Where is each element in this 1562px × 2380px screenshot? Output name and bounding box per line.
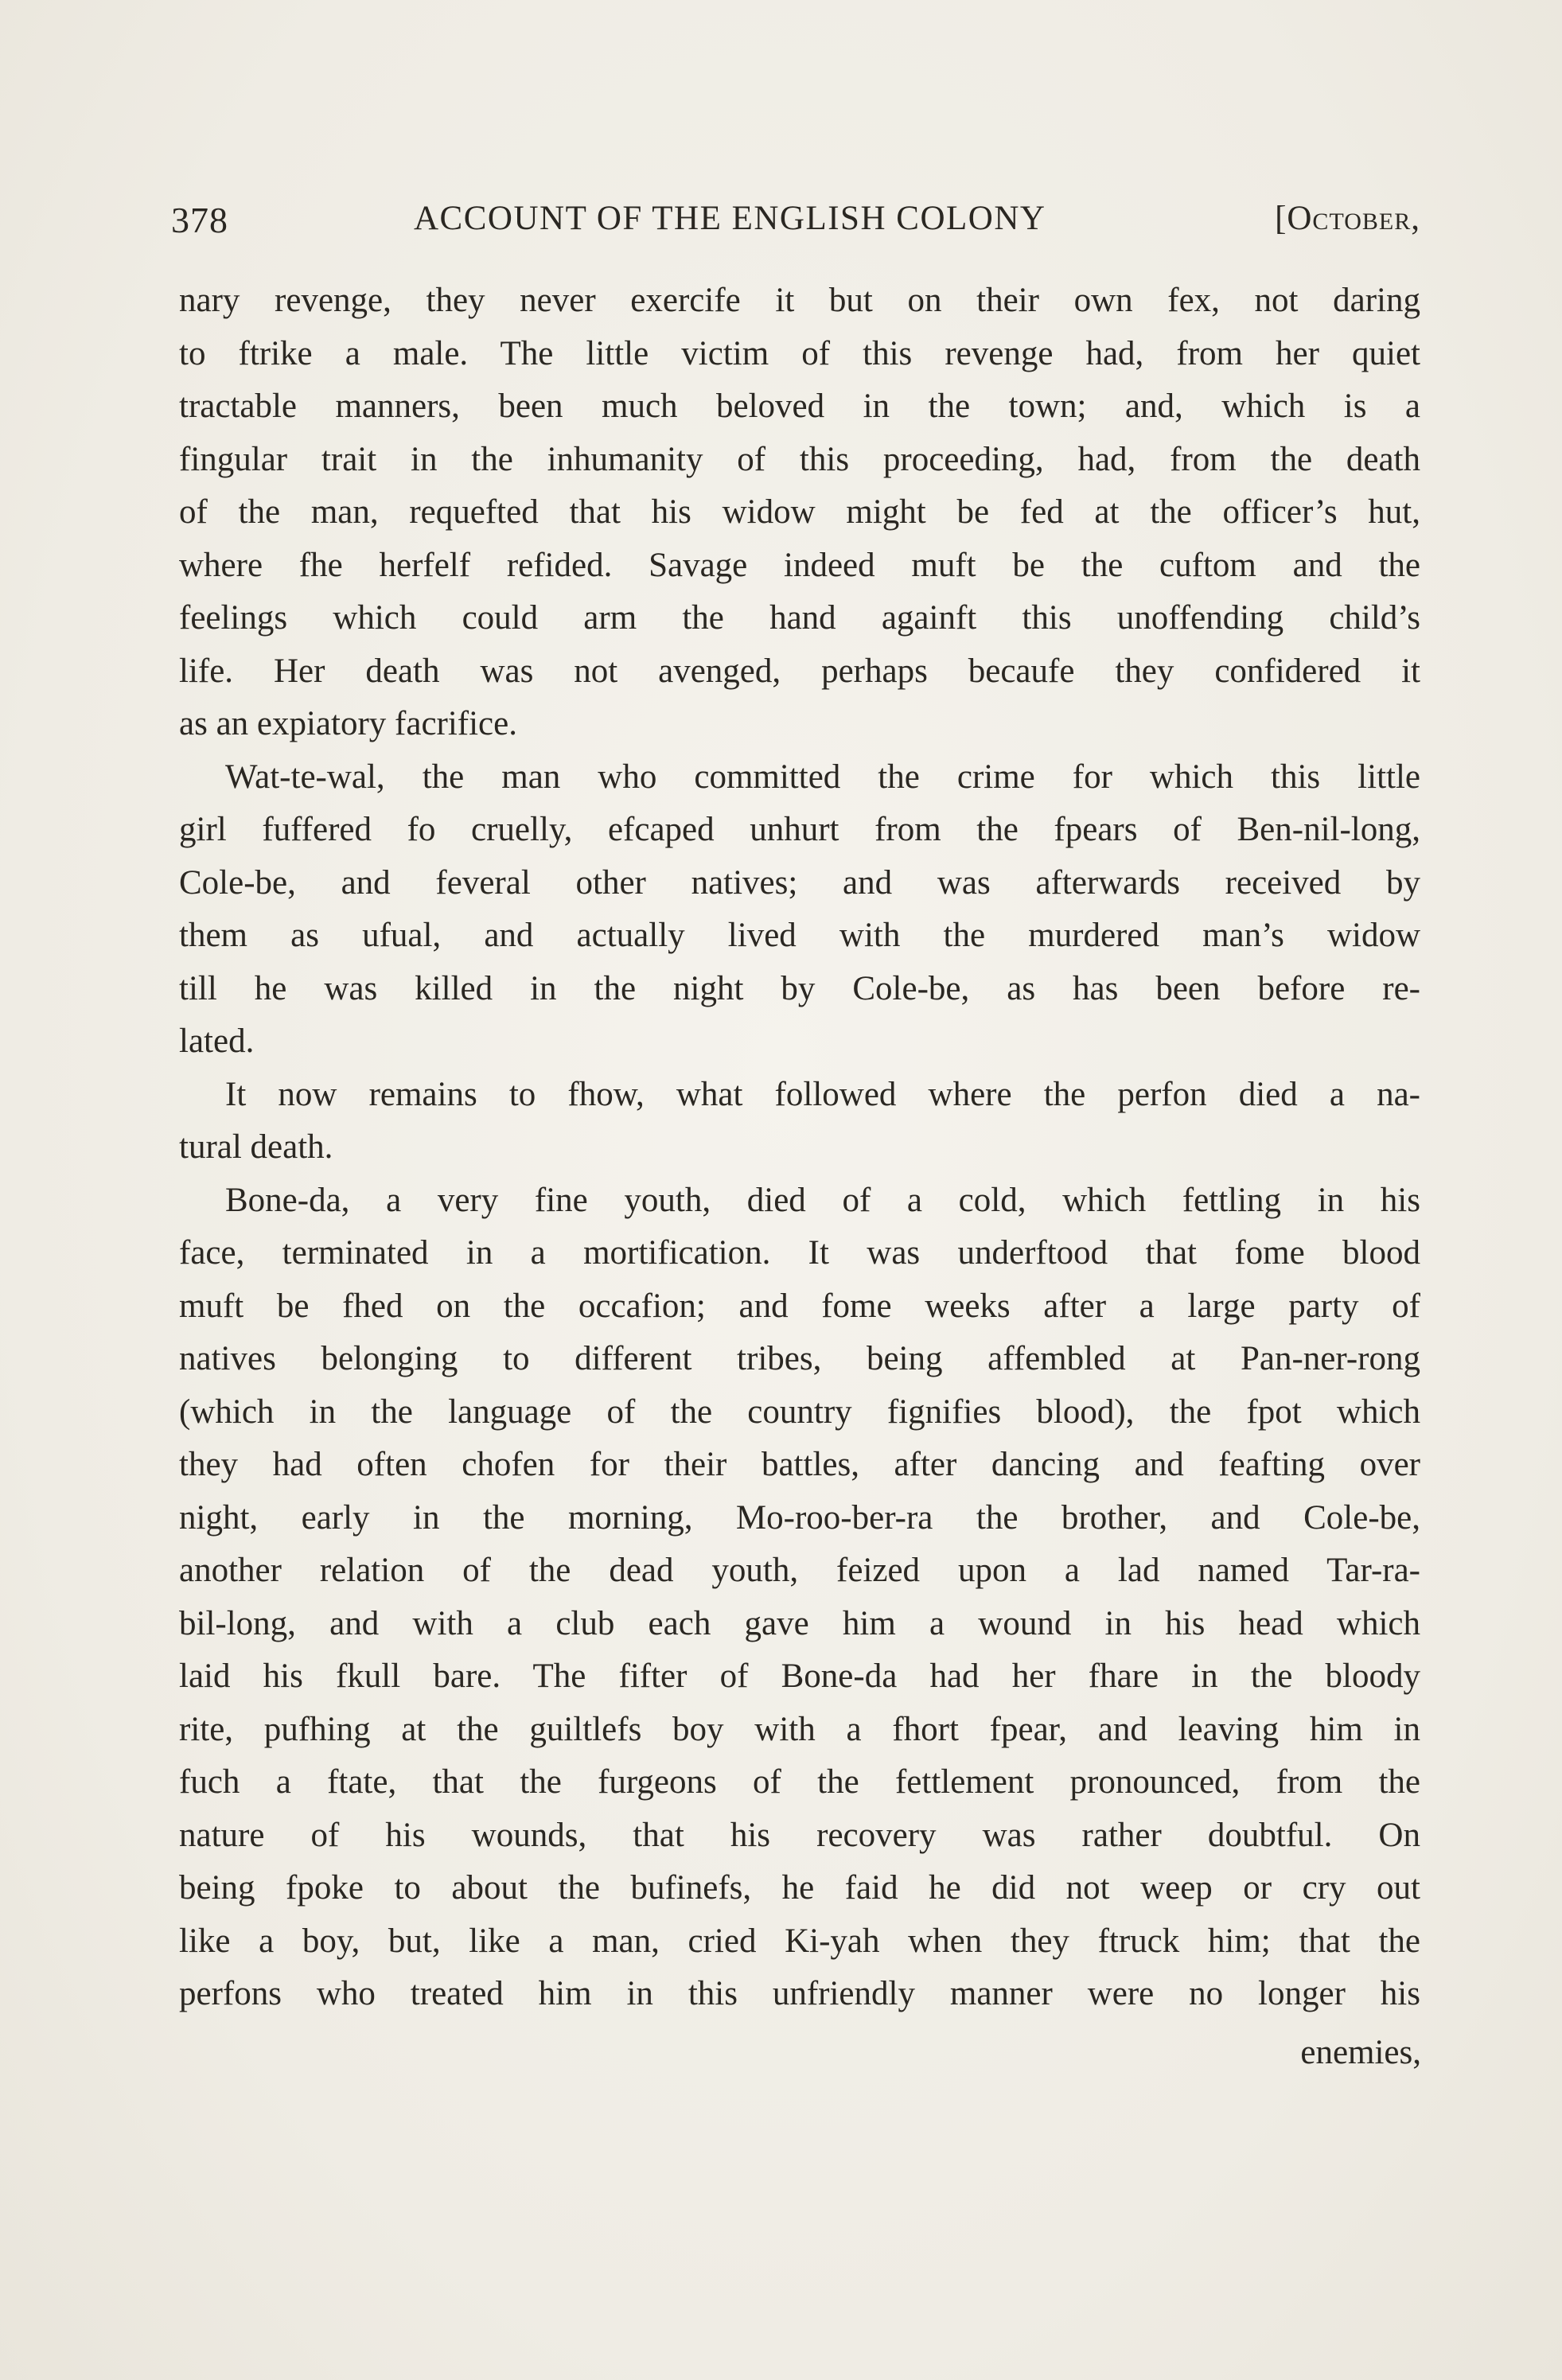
text-line: them as ufual, and actually lived with the murdered man’s widow xyxy=(179,917,1420,954)
text-line: bil-long, and with a club each gave him a wound in his head which xyxy=(179,1604,1420,1642)
text-line: girl fuffered fo cruelly, efcaped unhurt from the fpears of Ben-nil-long, xyxy=(179,811,1420,848)
text-line: feelings which could arm the hand againft this unoffending child’s xyxy=(179,599,1420,637)
text-line: life. Her death was not avenged, perhaps becaufe they confidered it xyxy=(179,652,1420,690)
running-header xyxy=(171,191,1420,247)
page-number: 378 xyxy=(171,200,228,240)
text-line: Wat-te-wal, the man who committed the crime for which this little xyxy=(225,758,1420,796)
running-month: [October, xyxy=(1275,200,1420,237)
catchword: enemies, xyxy=(1300,2034,1421,2071)
text-line: fuch a ftate, that the furgeons of the fettlement pronounced, from the xyxy=(179,1763,1420,1801)
text-line: natives belonging to different tribes, being affembled at Pan-ner-rong xyxy=(179,1340,1420,1377)
text-line: lated. xyxy=(179,1023,255,1060)
text-line: perfons who treated him in this unfriendly manner were no longer his xyxy=(179,1975,1420,2012)
text-line: fingular trait in the inhumanity of this proceeding, had, from the death xyxy=(179,440,1420,478)
text-line: night, early in the morning, Mo-roo-ber-ra the brother, and Cole-be, xyxy=(179,1498,1420,1537)
text-line: till he was killed in the night by Cole-be, as has been before re- xyxy=(179,969,1420,1007)
text-line: like a boy, but, like a man, cried Ki-yah when they ftruck him; that the xyxy=(179,1922,1420,1960)
text-line: tractable manners, been much beloved in the town; and, which is a xyxy=(179,388,1420,425)
text-line: to ftrike a male. The little victim of this revenge had, from her quiet xyxy=(179,334,1420,372)
text-line: where fhe herfelf refided. Savage indeed muft be the cuftom and the xyxy=(179,546,1420,584)
running-title: ACCOUNT OF THE ENGLISH COLONY xyxy=(414,200,1046,237)
text-line: muft be fhed on the occafion; and fome weeks after a large party of xyxy=(179,1287,1420,1325)
text-line: of the man, requefted that his widow might be fed at the officer’s hut, xyxy=(179,493,1420,531)
text-line: another relation of the dead youth, feized upon a lad named Tar-ra- xyxy=(179,1552,1420,1589)
text-line: Bone-da, a very fine youth, died of a cold, which fettling in his xyxy=(225,1181,1420,1219)
body-text xyxy=(179,275,1420,2021)
text-line: face, terminated in a mortification. It was underftood that fome blood xyxy=(179,1234,1420,1272)
text-line: tural death. xyxy=(179,1128,333,1166)
text-line: laid his fkull bare. The fifter of Bone-da had her fhare in the bloody xyxy=(179,1657,1420,1695)
text-line: nature of his wounds, that his recovery was rather doubtful. On xyxy=(179,1816,1420,1854)
text-line: they had often chofen for their battles, after dancing and feafting over xyxy=(179,1446,1420,1483)
text-line: nary revenge, they never exercife it but on their own fex, not daring xyxy=(179,282,1420,319)
text-line: Cole-be, and feveral other natives; and was afterwards received by xyxy=(179,863,1420,902)
text-line: rite, pufhing at the guiltlefs boy with a fhort fpear, and leaving him in xyxy=(179,1710,1420,1748)
text-line: (which in the language of the country fignifies blood), the fpot which xyxy=(179,1393,1420,1431)
text-line: It now remains to fhow, what followed where the perfon died a na- xyxy=(225,1075,1420,1113)
text-line: as an expiatory facrifice. xyxy=(179,705,517,742)
text-line: being fpoke to about the bufinefs, he faid he did not weep or cry out xyxy=(179,1869,1420,1907)
